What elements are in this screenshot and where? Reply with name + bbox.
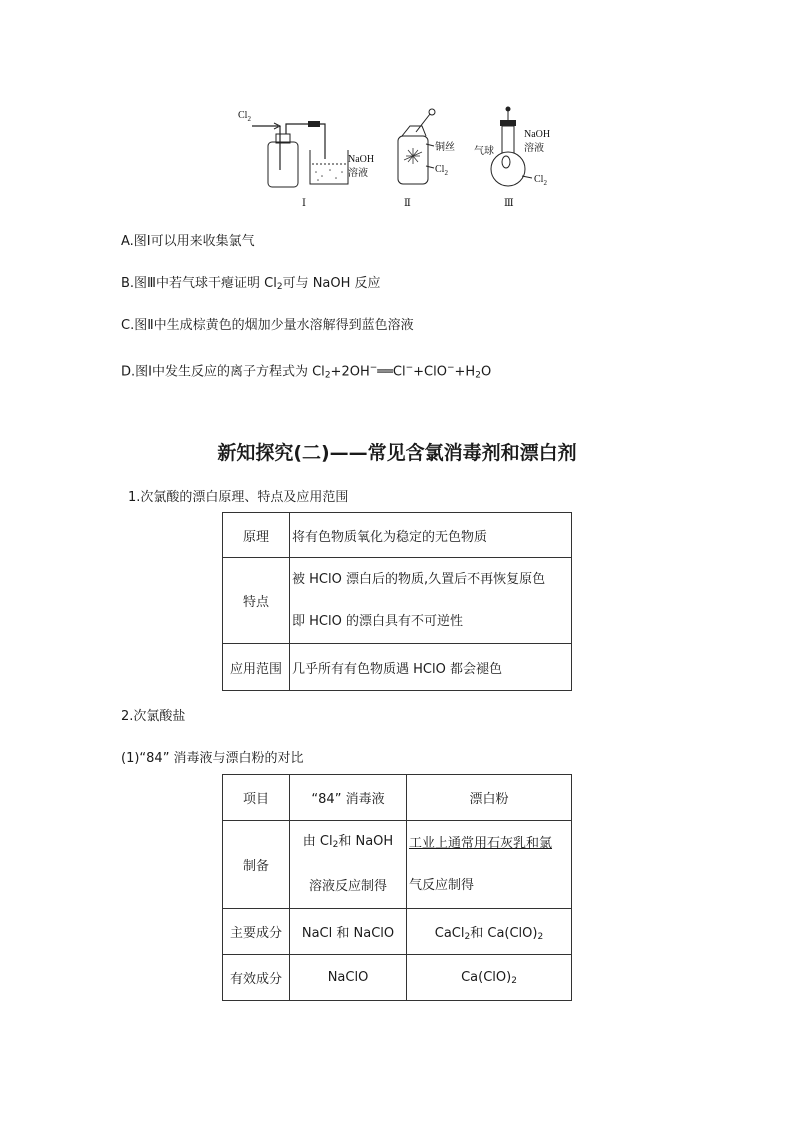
row-content: 将有色物质氧化为稳定的无色物质: [290, 513, 572, 558]
svg-text:Ⅲ: Ⅲ: [504, 198, 514, 209]
option-d: D.图Ⅰ中发生反应的离子方程式为 $Cl_2+2OH^-══Cl^-+ClO^-+H_2O$: [121, 363, 492, 381]
option-b: B.图Ⅲ中若气球干瘪证明 $Cl_2$可与 NaOH 反应: [121, 276, 381, 292]
option-c: C.图Ⅱ中生成棕黄色的烟加少量水溶解得到蓝色溶液: [121, 318, 414, 333]
svg-text:铜丝: 铜丝: [435, 142, 455, 153]
cell-line-2: 气反应制得: [409, 877, 475, 893]
table-row: [223, 821, 572, 909]
svg-text:溶液: 溶液: [348, 168, 368, 179]
item-2-1-heading: (1)“84” 消毒液与漂白粉的对比: [121, 751, 304, 766]
table-row: [223, 558, 572, 644]
row-head: 应用范围: [223, 644, 290, 691]
section-title: 新知探究(二)——常见含氯消毒剂和漂白剂: [217, 442, 577, 464]
header-cell: 漂白粉: [407, 775, 572, 821]
svg-text:NaOH: NaOH: [348, 154, 375, 165]
apparatus-diagram: [230, 104, 570, 214]
cell: $Ca(ClO)_2$: [407, 955, 572, 1001]
row-head: 有效成分: [223, 955, 290, 1001]
figure-1: [238, 110, 374, 209]
header-cell: 项目: [223, 775, 290, 821]
item-1-heading: 1.次氯酸的漂白原理、特点及应用范围: [128, 490, 349, 505]
cell-line-1: 由 $Cl_2$和 NaOH: [302, 834, 394, 850]
cell-line-1: 工业上通常用石灰乳和氯: [409, 835, 553, 851]
svg-text:Cl2: $Cl_2$: [435, 164, 448, 177]
figure-2: [398, 109, 455, 209]
content-line-1: 被 HClO 漂白后的物质,久置后不再恢复原色: [292, 571, 546, 587]
option-a: A.图Ⅰ可以用来收集氯气: [121, 234, 255, 249]
cell: [407, 821, 572, 909]
table-row: [223, 909, 572, 955]
table-header-row: [223, 775, 572, 821]
row-content: 几乎所有有色物质遇 HClO 都会褪色: [290, 644, 572, 691]
cell: NaCl 和 NaClO: [290, 909, 407, 955]
hclo-table: [222, 512, 572, 691]
row-head: 主要成分: [223, 909, 290, 955]
svg-text:气球: 气球: [474, 146, 494, 157]
table-row: [223, 955, 572, 1001]
cell: NaClO: [290, 955, 407, 1001]
row-head: 原理: [223, 513, 290, 558]
apparatus-figure: [230, 104, 570, 214]
row-head: 制备: [223, 821, 290, 909]
table-row: [223, 644, 572, 691]
cell: CaCl$_2$和 $Ca(ClO)_2$: [407, 909, 572, 955]
table-row: [223, 513, 572, 558]
cell-line-2: 溶液反应制得: [308, 879, 387, 894]
row-head: 特点: [223, 558, 290, 644]
svg-text:Cl2: $Cl_2$: [238, 110, 251, 123]
header-cell: “84” 消毒液: [290, 775, 407, 821]
comparison-table: [222, 774, 572, 1001]
item-2-heading: 2.次氯酸盐: [121, 709, 186, 724]
figure-3: [474, 107, 550, 210]
svg-text:NaOH: NaOH: [524, 129, 551, 140]
row-content: [290, 558, 572, 644]
content-line-2: 即 HClO 的漂白具有不可逆性: [292, 613, 463, 629]
svg-text:Ⅱ: Ⅱ: [404, 198, 411, 209]
svg-text:Ⅰ: Ⅰ: [302, 198, 306, 209]
cell: [290, 821, 407, 909]
svg-text:Cl2: $Cl_2$: [534, 174, 547, 187]
svg-text:溶液: 溶液: [524, 143, 544, 154]
